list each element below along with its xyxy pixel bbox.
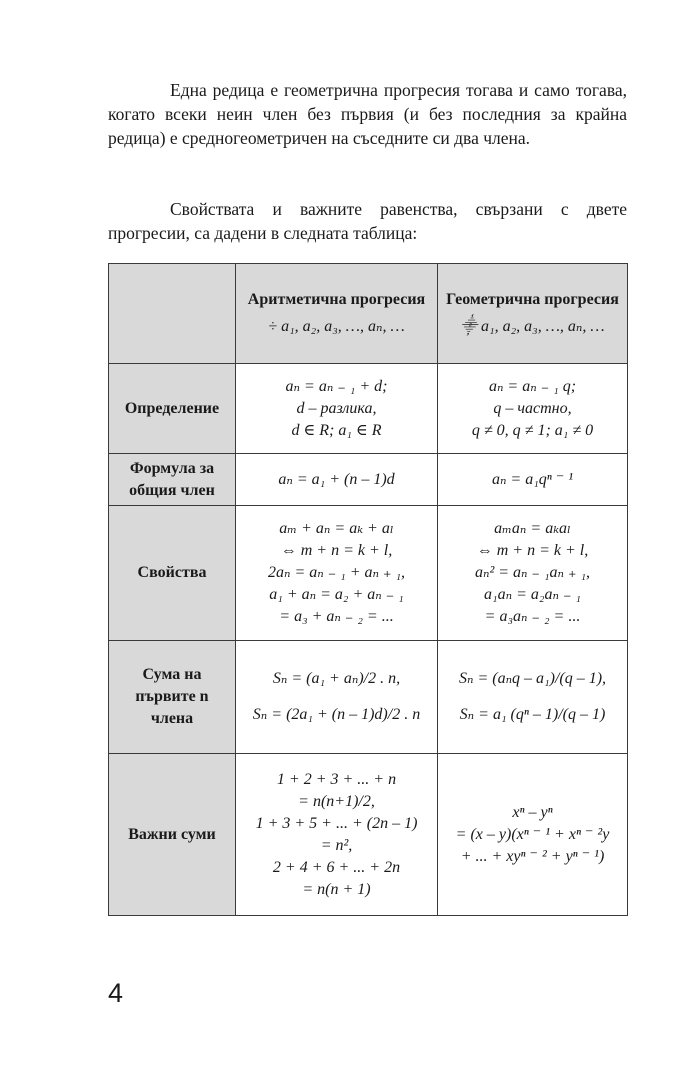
row-label: Свойства: [109, 506, 236, 641]
geometric-sequence: ⸎ a₁, a₂, a₃, …, aₙ, …: [460, 318, 605, 335]
formula-line: = n(n + 1): [302, 880, 371, 898]
cell-geometric: [438, 506, 628, 641]
formula-line: = (x – y)(xⁿ ⁻ ¹ + xⁿ ⁻ ²y: [455, 825, 610, 843]
formula-line: a₁aₙ = a₂aₙ ₋ ₁: [484, 586, 581, 603]
header-geometric: [438, 264, 628, 364]
formula-line: 1 + 2 + 3 + ... + n: [276, 770, 397, 788]
cell-geometric: [438, 641, 628, 754]
formula-line: aₙ = a₁qⁿ ⁻ ¹: [491, 470, 574, 488]
row-properties: [109, 506, 628, 641]
arithmetic-sequence: ÷ a₁, a₂, a₃, …, aₙ, …: [268, 318, 405, 335]
cell-geometric: [438, 454, 628, 506]
row-label: Формула за общия член: [109, 454, 236, 506]
formula-line: a₁ + aₙ = a₂ + aₙ ₋ ₁: [269, 586, 404, 603]
formula-line: Sₙ = (a₁ + aₙ)/2 . n,: [272, 670, 401, 687]
formula-line: 2aₙ = aₙ ₋ ₁ + aₙ ₊ ₁,: [267, 564, 406, 581]
row-label: Сума на първите n члена: [109, 641, 236, 754]
intro-paragraph-text: Една редица е геометрична прогресия тогава и само тогава, когато всеки неин член без първия (и без последния за крайна редица) е средногеометричен на съседните си два члена.: [108, 80, 627, 148]
row-label: Важни суми: [109, 754, 236, 916]
formula-line: aₙ² = aₙ ₋ ₁aₙ ₊ ₁,: [474, 564, 591, 581]
formula-line: aₘaₙ = aₖaₗ: [494, 520, 571, 537]
row-general-term: [109, 454, 628, 506]
table-intro-text: Свойствата и важните равенства, свързани с двете прогресии, са дадени в следната таблица:: [108, 199, 627, 243]
formula-line: aₙ = aₙ ₋ ₁ q;: [488, 377, 577, 395]
cell-arithmetic: [236, 364, 438, 454]
arithmetic-title: Аритметична прогресия: [247, 291, 426, 308]
formula-line: aₙ = aₙ ₋ ₁ + d;: [285, 377, 388, 395]
formula-line: ⇔ m + n = k + l,: [476, 542, 589, 559]
formula-line: xⁿ – yⁿ: [512, 803, 553, 821]
table-header-row: [109, 264, 628, 364]
cell-arithmetic: [236, 754, 438, 916]
formula-line: = a₃aₙ ₋ ₂ = ...: [484, 608, 581, 625]
formula-line: Sₙ = (2a₁ + (n – 1)d)/2 . n: [252, 706, 421, 723]
formula-line: aₙ = a₁ + (n – 1)d: [278, 470, 395, 488]
formula-line: d – разлика,: [296, 399, 377, 417]
formula-line: 2 + 4 + 6 + ... + 2n: [272, 858, 401, 876]
intro-paragraph: [108, 78, 627, 150]
formula-line: Sₙ = a₁ (qⁿ – 1)/(q – 1): [459, 706, 606, 723]
formula-line: q – частно,: [493, 399, 572, 417]
progressions-table: [108, 263, 628, 916]
header-arithmetic: [236, 264, 438, 364]
formula-line: = a₃ + aₙ ₋ ₂ = ...: [279, 608, 394, 625]
formula-line: = n²,: [320, 836, 353, 854]
table-intro-paragraph: [108, 197, 627, 245]
formula-line: q ≠ 0, q ≠ 1; a₁ ≠ 0: [471, 421, 594, 439]
formula-line: Sₙ = (aₙq – a₁)/(q – 1),: [458, 670, 607, 687]
cell-arithmetic: [236, 641, 438, 754]
formula-line: d ∈ R; a₁ ∈ R: [291, 421, 382, 439]
formula-line: 1 + 3 + 5 + ... + (2n – 1): [255, 814, 418, 832]
formula-line: ⇔ m + n = k + l,: [280, 542, 393, 559]
formula-line: + ... + xyⁿ ⁻ ² + yⁿ ⁻ ¹): [460, 847, 605, 865]
page-number: 4: [108, 978, 124, 1008]
cell-arithmetic: [236, 506, 438, 641]
header-corner: [109, 264, 236, 364]
row-label: Определение: [109, 364, 236, 454]
cell-arithmetic: [236, 454, 438, 506]
row-important-sums: [109, 754, 628, 916]
row-definition: [109, 364, 628, 454]
cell-geometric: [438, 364, 628, 454]
formula-line: aₘ + aₙ = aₖ + aₗ: [279, 520, 394, 537]
geometric-title: Геометрична прогресия: [446, 291, 619, 308]
formula-line: = n(n+1)/2,: [298, 792, 375, 810]
row-sum: [109, 641, 628, 754]
cell-geometric: [438, 754, 628, 916]
